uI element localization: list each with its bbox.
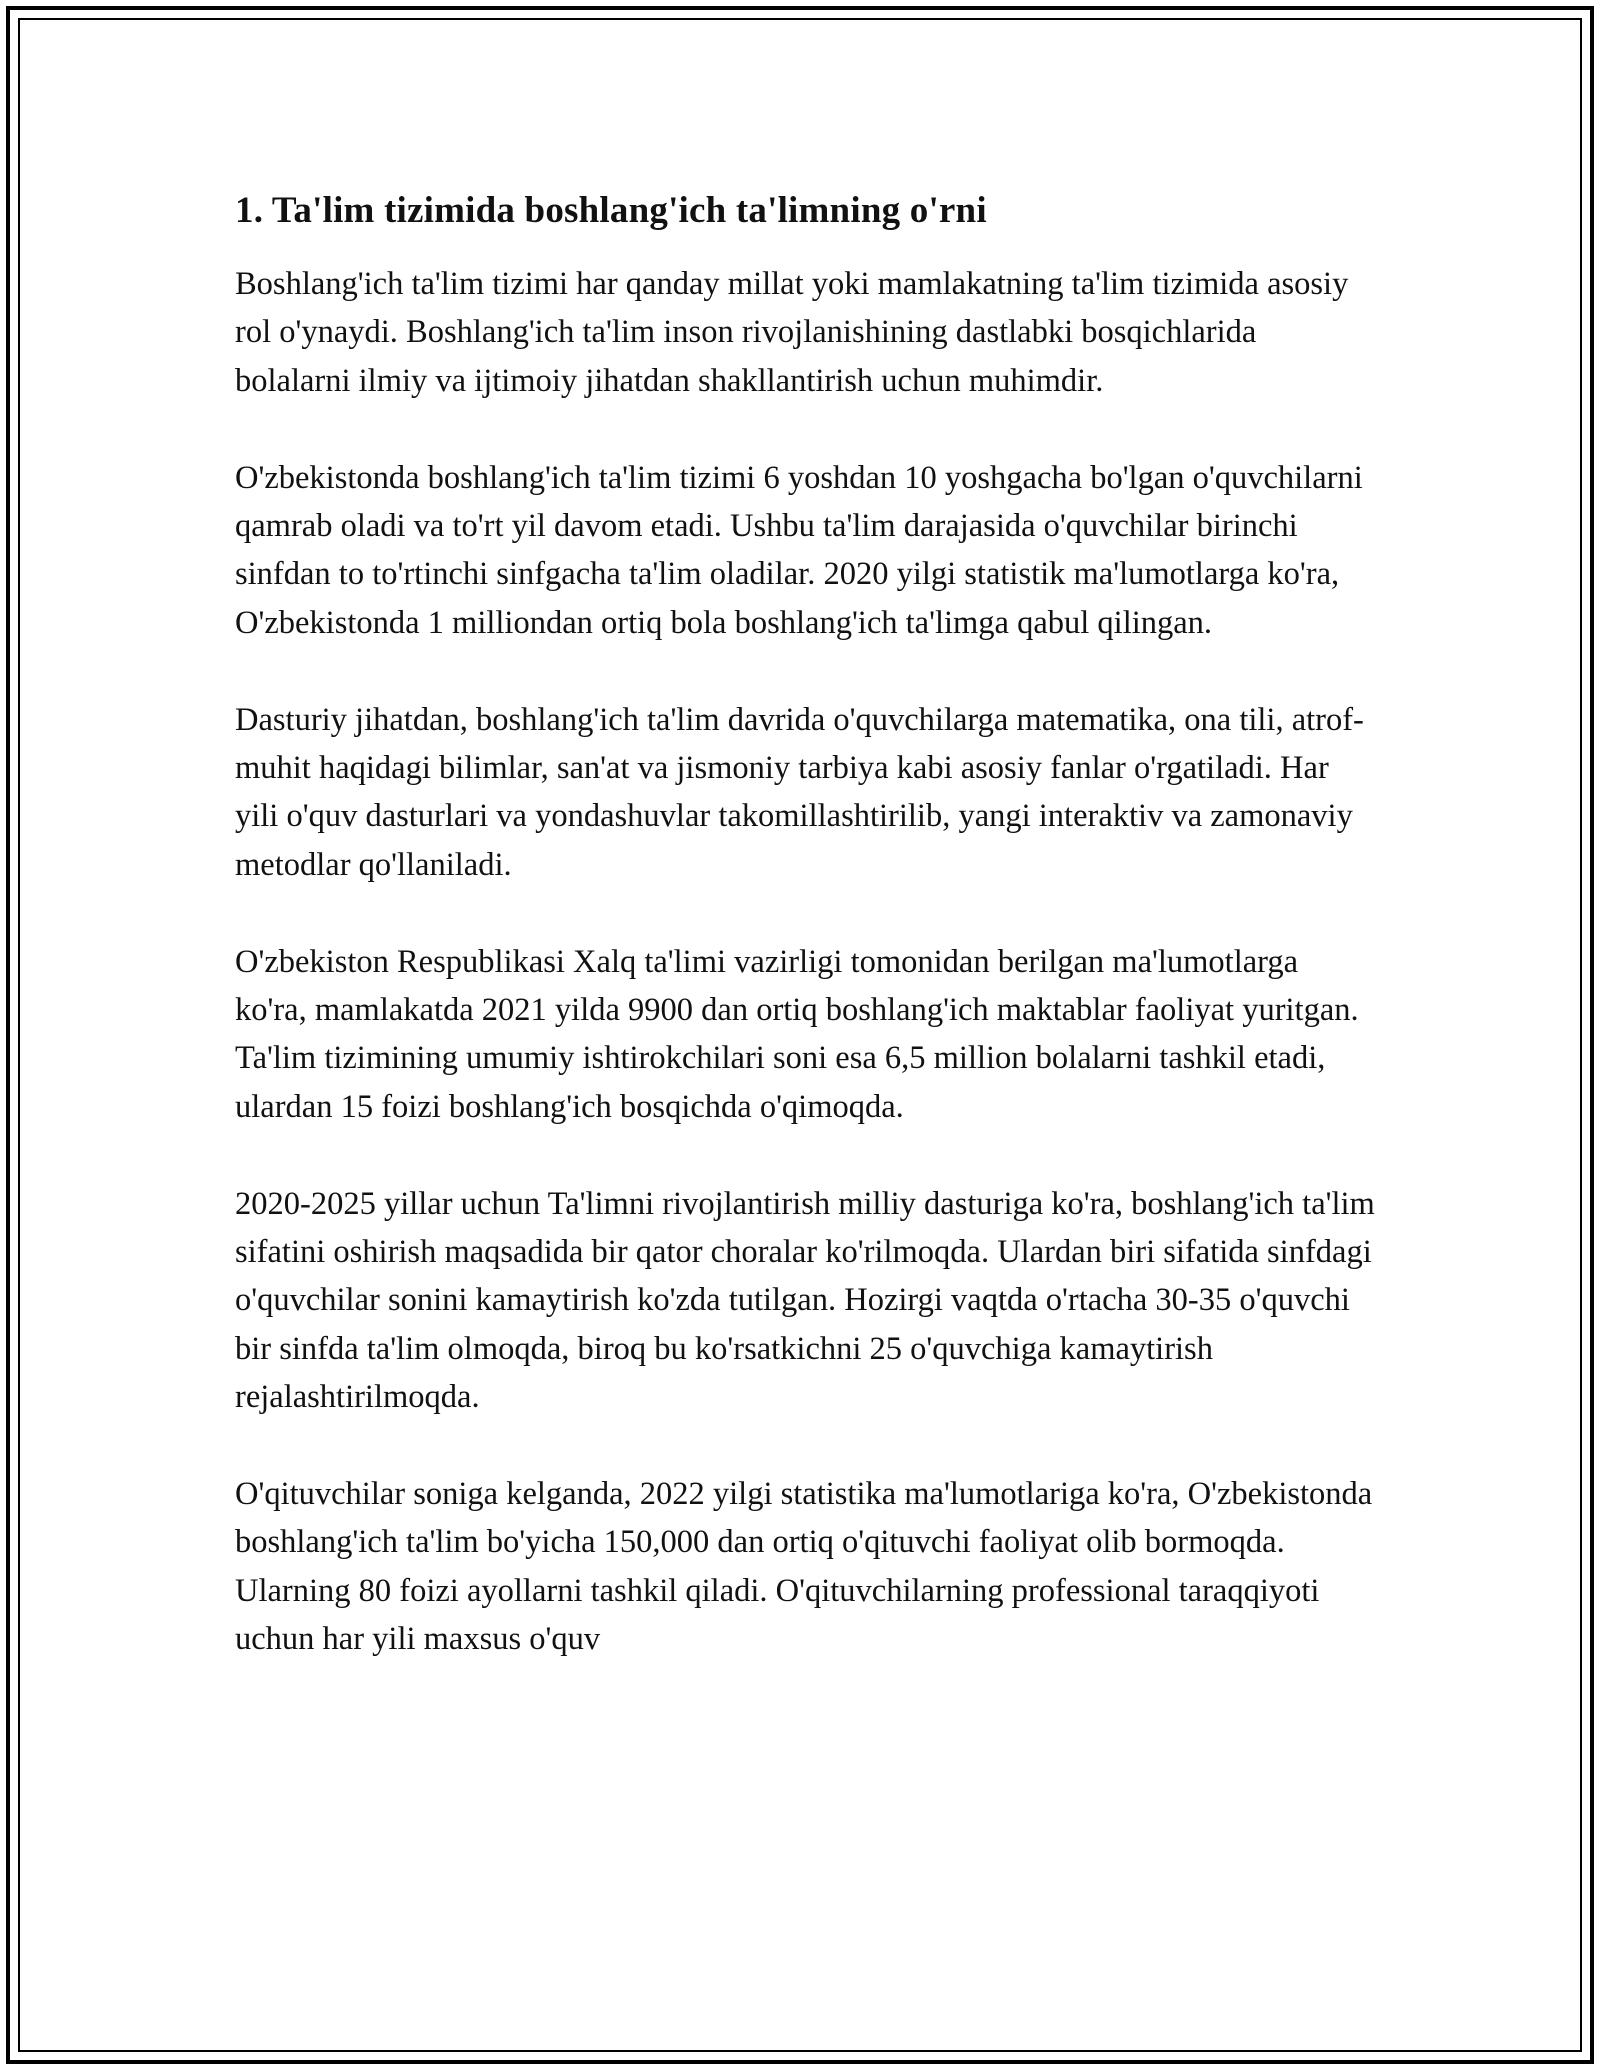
paragraph-curriculum: Dasturiy jihatdan, boshlang'ich ta'lim davrida o'quvchilarga matematika, ona tili, atrof-muhit haqidagi bilimlar, san'at va jismoniy tarbiya kabi asosiy fanlar o'rgatiladi. Har yili o'quv dasturlari va yondashuvlar takomillashtirilib, yangi interaktiv va zamonaviy metodlar qo'llaniladi. [235,701,1364,883]
paragraph-teachers: O'qituvchilar soniga kelganda, 2022 yilgi statistika ma'lumotlariga ko'ra, O'zbekistonda boshlang'ich ta'lim bo'yicha 150,000 dan ortiq o'qituvchi faoliyat olib bormoqda. Ularning 80 foizi ayollarni tashkil qiladi. O'qituvchilarning professional taraqqiyoti uchun har yili maxsus o'quv [235,1476,1373,1658]
paragraph-school-count: O'zbekiston Respublikasi Xalq ta'limi vazirligi tomonidan berilgan ma'lumotlarga ko'ra, mamlakatda 2021 yilda 9900 dan ortiq boshlang'ich maktablar faoliyat yuritgan. Ta'lim tizimining umumiy ishtirokchilari soni esa 6,5 million bolalarni tashkil etadi, ulardan 15 foizi boshlang'ich bosqichda o'qimoqda. [235,943,1359,1125]
paragraph-age-range: O'zbekistonda boshlang'ich ta'lim tizimi 6 yoshdan 10 yoshgacha bo'lgan o'quvchilarni qamrab oladi va to'rt yil davom etadi. Ushbu ta'lim darajasida o'quvchilar birinchi sinfdan to to'rtinchi sinfgacha ta'lim oladilar. 2020 yilgi statistik ma'lumotlarga ko'ra, O'zbekistonda 1 milliondan ortiq bola boshlang'ich ta'limga qabul qilingan. [235,459,1363,641]
paragraph-intro: Boshlang'ich ta'lim tizimi har qanday millat yoki mamlakatning ta'lim tizimida asosiy rol o'ynaydi. Boshlang'ich ta'lim inson rivojlanishining dastlabki bosqichlarida bolalarni ilmiy va ijtimoiy jihatdan shakllantirish uchun muhimdir. [235,266,1349,399]
paragraph-national-program: 2020-2025 yillar uchun Ta'limni rivojlantirish milliy dasturiga ko'ra, boshlang'ich ta'lim sifatini oshirish maqsadida bir qator choralar ko'rilmoqda. Ulardan biri sifatida sinfdagi o'quvchilar sonini kamaytirish ko'zda tutilgan. Hozirgi vaqtda o'rtacha 30-35 o'quvchi bir sinfda ta'lim olmoqda, biroq bu ko'rsatkichni 25 o'quvchiga kamaytirish rejalashtirilmoqda. [235,1185,1375,1416]
section-heading: 1. Ta'lim tizimida boshlang'ich ta'limning o'rni [235,190,987,231]
document-body [235,188,1375,1712]
